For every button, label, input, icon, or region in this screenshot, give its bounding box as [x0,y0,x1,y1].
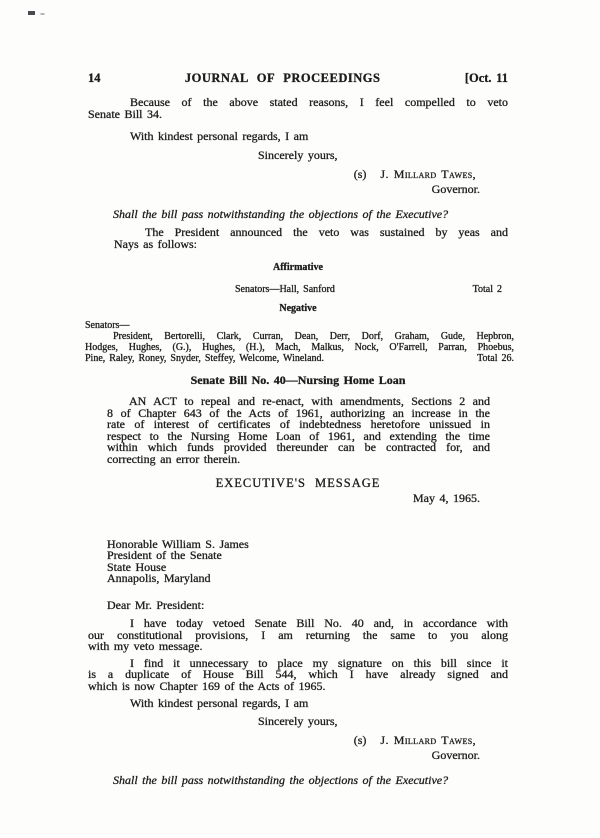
senators-line [85,353,514,364]
signature-title: Governor. [431,747,480,762]
regards-line: With kindest personal regards, I am [130,129,309,144]
paragraph-line: I find it unnecessary to place my signature on this bill since it [130,655,508,670]
signature-line [88,167,476,182]
header-date: [Oct. 11 [464,71,508,85]
message-paragraph-1 [88,618,508,653]
signature-name: J. Millard Tawes, [380,733,476,748]
paragraph-line: within which funds provided thereunder can be contracted for, and [107,440,490,455]
affirmative-total: Total 2 [472,284,502,296]
paragraph-line: Senate Bill 34. [88,106,162,121]
signature-title: Governor. [431,181,480,196]
signature-line [88,733,476,748]
paragraph-line: rate of interest of certificates of indebtedness heretofore unissued in [107,417,490,432]
paragraph-line: The President announced the veto was sustained by yeas and [145,224,508,239]
scan-smudge-artifact [28,11,35,15]
paragraph-line: correcting an error therein. [107,451,241,466]
negative-senators-list [85,331,514,364]
regards-line: With kindest personal regards, I am [130,696,309,711]
address-line: State House [107,559,167,574]
paragraph-line: 8 of Chapter 643 of the Acts of 1961, authorizing an increase in the [107,405,490,420]
page-header [88,72,508,85]
message-date: May 4, 1965. [413,491,480,506]
address-line: Annapolis, Maryland [107,571,211,586]
closing-line: Sincerely yours, [258,147,338,162]
senators-line: President, Bertorelli, Clark, Curran, Dean, Derr, Dorf, Graham, Gude, Hepbron, [113,331,514,343]
signature-s-mark: (s) [353,733,367,748]
address-line: Honorable William S. James [107,536,249,551]
signature-s-mark: (s) [353,167,367,182]
senators-line: Hodges, Hughes, (G.), Hughes, (H.), Mach, Malkus, Nock, O'Farrell, Parran, Phoebus, [85,342,514,354]
senators-label: Senators— [85,320,130,332]
affirmative-heading: Affirmative [273,262,323,274]
page-number: 14 [88,71,101,85]
paragraph-line: I have today vetoed Senate Bill No. 40 and, in accordance with [130,616,508,631]
message-paragraph-2 [88,655,508,693]
paragraph-line: our constitutional provisions, I am returning the same to you along [88,627,508,642]
paragraph-line: Because of the above stated reasons, I feel compelled to veto [130,95,508,109]
veto-question: Shall the bill pass notwithstanding the objections of the Executive? [113,773,449,788]
salutation: Dear Mr. President: [107,597,205,612]
paragraph-line: is a duplicate of House Bill 544, which I have already signed and [88,667,508,682]
an-act-paragraph [107,396,490,465]
paragraph-line: Nays as follows: [114,236,197,251]
closing-line: Sincerely yours, [258,713,338,728]
signature-block [88,167,508,196]
veto-question: Shall the bill pass notwithstanding the objections of the Executive? [113,207,449,222]
veto-announcement [114,224,508,251]
paragraph-line: which is now Chapter 169 of the Acts of 1965. [88,678,326,693]
veto-sb34-paragraph [88,97,508,120]
address-line: President of the Senate [107,548,222,563]
bill-heading: Senate Bill No. 40—Nursing Home Loan [190,373,406,388]
affirmative-senators: Senators—Hall, Sanford [235,284,335,296]
paragraph-line: AN ACT to repeal and re-enact, with amendments, Sections 2 and [129,394,490,409]
negative-heading: Negative [279,303,317,315]
recipient-address [107,536,508,586]
signature-name: J. Millard Tawes, [380,167,476,182]
paragraph-line: with my veto message. [88,639,203,654]
executive-message-heading: EXECUTIVE'S MESSAGE [215,476,381,491]
running-title: JOURNAL OF PROCEEDINGS [184,71,381,85]
negative-total: Total 26. [477,353,514,365]
signature-block [88,733,508,762]
affirmative-row [88,284,508,295]
senators-names: Pine, Raley, Roney, Snyder, Steffey, Welcome, Wineland. [85,353,325,365]
paragraph-line: respect to the Nursing Home Loan of 1961, and extending the time [107,428,490,443]
